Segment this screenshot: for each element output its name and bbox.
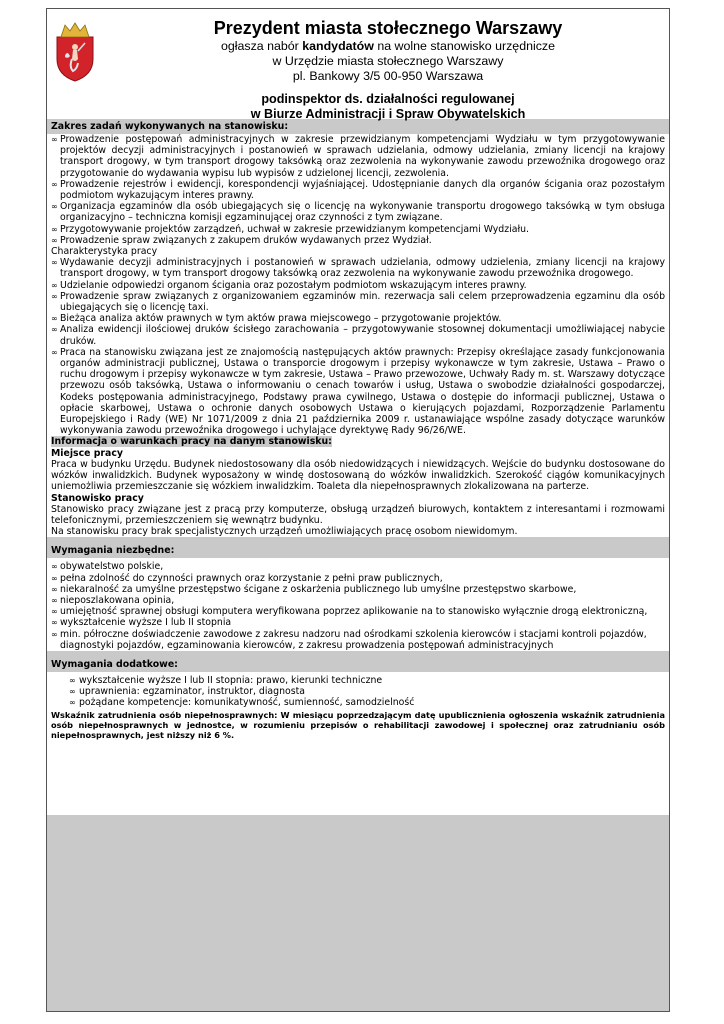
list-item-text: Prowadzenie spraw związanych z organizowaniem egzaminów min. rezerwacja sali celem przeprowadzenia egzaminu dla osób ubiegających się o licencję taxi. (60, 290, 665, 314)
infinity-bullet-icon: ∞ (51, 202, 58, 212)
list-item (51, 573, 665, 584)
warsaw-coat-of-arms-icon (51, 19, 99, 83)
position-title-line-1: podinspektor ds. działalności regulowanej (261, 92, 515, 106)
infinity-bullet-icon: ∞ (51, 135, 58, 144)
required-heading: Wymagania niezbędne: (47, 543, 669, 558)
list-item-text: obywatelstwo polskie, (60, 561, 164, 573)
workstation-text: Stanowisko pracy związane jest z pracą przy komputerze, obsługą urządzeń biurowych, kontaktem z interesantami i rozmowami telefonicznymi, przemieszczeniem się wewnątrz budynku. (51, 503, 665, 526)
employment-indicator-note: Wskaźnik zatrudnienia osób niepełnosprawnych: W miesiącu poprzedzającym datę upublicznienia ogłoszenia wskaźnik zatrudnienia osób niepełnosprawnych w jednostce, w rozumieniu przepisów o rehabilitacji zawodowej i społecznej oraz zatrudnianiu osób niepełnosprawnych, jest niższy niż 6 %. (47, 709, 669, 741)
workplace-text: Praca w budynku Urzędu. Budynek niedostosowany dla osób niedowidzących i niewidzących. Wejście do budynku dostosowane do wózków inwalidzkich. Budynek wyposażony w windę dostosowaną do wózków inwalidzkich. Szerokość ciągów komunikacyjnych uniemożliwia przemieszczanie się wózkiem inwalidzkim. Toaleta dla niepełnosprawnych zlokalizowana na parterze. (51, 458, 665, 493)
header-line-1-pre: ogłasza nabór (220, 39, 303, 53)
infinity-bullet-icon: ∞ (51, 179, 58, 189)
announcement-page (46, 8, 670, 1012)
infinity-bullet-icon: ∞ (51, 607, 58, 617)
list-item (51, 291, 665, 313)
list-item-text: Prowadzenie spraw związanych z zakupem druków wydawanych przez Wydział. (60, 234, 432, 246)
list-item-text: niekaralność za umyślne przestępstwo ścigane z oskarżenia publicznego lub umyślne przestępstwo skarbowe, (60, 583, 577, 595)
list-item (51, 313, 665, 324)
list-item (51, 606, 665, 617)
infinity-bullet-icon: ∞ (51, 562, 58, 572)
list-item-text: nieposzlakowana opinia, (60, 594, 175, 606)
list-item-text: Praca na stanowisku związana jest ze znajomością następujących aktów prawnych: Przepisy określające zasady funkcjonowania organów administracji publicznej, Ustawa o transporcie drogowym i przepisy wykonawcze w tym zakresie, Ustawa – Prawo o ruchu drogowym i przepisy wykonawcze w tym zakresie, Ustawa – Prawo przewozowe, Uchwały Rady m. st. Warszawy dotyczące przewozu osób taksówką, Ustawa o informowaniu o cenach towarów i usług, Ustawa o swobodzie działalności gospodarczej, Kodeks postępowania administracyjnego, Podstawy prawa cywilnego, Ustawa o dostępie do informacji publicznej, Ustawa o opłacie skarbowej, Ustawa o ochronie danych osobowych Ustawa o kierujących pojazdami, Rozporządzenie Parlamentu Europejskiego i Rady (WE) Nr 1071/2009 z dnia 21 października 2009 r. ustanawiające wspólne zasady dotyczące warunków wykonywania zawodu przewoźnika drogowego i uchylające dyrektywę Rady 96/26/WE. (60, 346, 665, 437)
list-item-text: Wydawanie decyzji administracyjnych i postanowień w sprawach udzielania, odmowy udzielenia, zmiany licencji na krajowy transport drogowy, w tym transport drogowy taksówką oraz zezwolenia na wykonywanie zawodu przewoźnika drogowego. (60, 257, 665, 280)
list-item-text: wykształcenie wyższe I lub II stopnia (60, 617, 232, 629)
workplace-label: Miejsce pracy (51, 447, 123, 459)
infinity-bullet-icon: ∞ (51, 258, 58, 268)
infinity-bullet-icon: ∞ (51, 325, 58, 335)
conditions-section (47, 436, 669, 537)
infinity-bullet-icon: ∞ (51, 618, 58, 628)
list-item-text: Udzielanie odpowiedzi organom ścigania oraz pozostałym podmiotom wskazującym interes prawny. (60, 279, 527, 291)
header-line-1 (107, 39, 669, 54)
header-line-1-bold: kandydatów (302, 39, 374, 53)
additional-heading: Wymagania dodatkowe: (47, 657, 669, 672)
list-item (51, 324, 665, 346)
list-item (51, 347, 665, 437)
list-item (51, 617, 665, 628)
header-line-1-post: na wolne stanowisko urzędnicze (373, 39, 556, 53)
list-item-text: min. półroczne doświadczenie zawodowe z zakresu nadzoru nad ośrodkami szkolenia kierowców i stacjami kontroli pojazdów, diagnostyki pojazdów, egzaminowania kierowców, z zakresu prowadzenia postępowań administracyjnych (60, 628, 647, 651)
list-item-text: wykształcenie wyższe I lub II stopnia: prawo, kierunki techniczne (79, 674, 383, 686)
list-item (51, 257, 665, 279)
infinity-bullet-icon: ∞ (51, 584, 58, 594)
list-item-text: uprawnienia: egzaminator, instruktor, diagnosta (79, 686, 305, 698)
list-item (51, 235, 665, 246)
list-item (51, 224, 665, 235)
additional-section (47, 672, 669, 709)
infinity-bullet-icon: ∞ (69, 698, 76, 708)
list-item (51, 561, 665, 572)
list-item-text: pożądane kompetencje: komunikatywność, sumienność, samodzielność (79, 697, 415, 709)
duties-heading: Zakres zadań wykonywanych na stanowisku: (47, 119, 669, 134)
list-item-text: pełna zdolność do czynności prawnych oraz korzystanie z pełni praw publicznych, (60, 572, 443, 584)
infinity-bullet-icon: ∞ (51, 347, 58, 357)
list-item (51, 280, 665, 291)
infinity-bullet-icon: ∞ (51, 280, 58, 290)
conditions-heading (51, 436, 665, 447)
infinity-bullet-icon: ∞ (69, 687, 76, 697)
list-item-text: Organizacja egzaminów dla osób ubiegających się o licencję na wykonywanie transportu drogowego taksówką w tym obsługa organizacyjno – techniczna komisji egzaminującej oraz czynności z tym związane. (60, 201, 665, 224)
infinity-bullet-icon: ∞ (51, 235, 58, 245)
additional-list (51, 675, 665, 709)
position-title (107, 92, 669, 122)
list-item-text: umiejętność sprawnej obsługi komputera weryfikowana poprzez aplikowanie na to stanowisko wyłącznie drogą elektroniczną, (60, 606, 648, 618)
list-item (51, 595, 665, 606)
infinity-bullet-icon: ∞ (51, 291, 58, 301)
header (47, 9, 669, 119)
list-item-text: Przygotowywanie projektów zarządzeń, uchwał w zakresie przewidzianym kompetencjami Wydziału. (60, 223, 530, 235)
list-item (51, 584, 665, 595)
infinity-bullet-icon: ∞ (51, 573, 58, 583)
list-item-text: Analiza ewidencji ilościowej druków ścisłego zarachowania – przygotowywanie stosownej dokumentacji umożliwiającej nabycie druków. (60, 324, 665, 347)
infinity-bullet-icon: ∞ (69, 675, 76, 685)
workstation-text-2: Na stanowisku pracy brak specjalistycznych urządzeń umożliwiających pracę osobom niewidomym. (51, 526, 518, 538)
infinity-bullet-icon: ∞ (51, 224, 58, 234)
conditions-heading-text: Informacja o warunkach pracy na danym stanowisku: (51, 436, 332, 448)
list-item (69, 686, 665, 697)
work-characteristics-label: Charakterystyka pracy (51, 246, 158, 258)
position-title-line-2: w Biurze Administracji i Spraw Obywatelskich (250, 107, 526, 121)
list-item-text: Bieżąca analiza aktów prawnych w tym aktów prawa miejscowego – przygotowanie projektów. (60, 313, 502, 325)
infinity-bullet-icon: ∞ (51, 595, 58, 605)
empty-gray-area (47, 815, 669, 1011)
header-line-2: w Urzędzie miasta stołecznego Warszawy (272, 54, 504, 68)
infinity-bullet-icon: ∞ (51, 314, 58, 324)
list-item-text: Prowadzenie postępowań administracyjnych w zakresie przewidzianym kompetencjami Wydziału w tym przygotowywanie projektów decyzji administracyjnych i postanowień w sprawach udzielania, odmowy udzielania, zmiany licencji na krajowy transport drogowy, w tym transport drogowy taksówką oraz zezwolenia na wykonywanie zawodu przewoźnika drogowego oraz przygotowanie do wydawania wypisu lub wypisów z udzielonej licencji, zezwolenia. (60, 134, 665, 179)
duties-section (47, 134, 669, 436)
list-item (69, 697, 665, 708)
list-item-text: Prowadzenie rejestrów i ewidencji, korespondencji wyjaśniającej. Udostępnianie danych dla organów ścigania oraz pozostałym podmiotom wykazującym interes prawny. (60, 178, 665, 202)
list-item (51, 179, 665, 201)
workstation-label: Stanowisko pracy (51, 492, 144, 504)
infinity-bullet-icon: ∞ (51, 629, 58, 639)
list-item (51, 629, 665, 651)
list-item (69, 675, 665, 686)
list-item (51, 134, 665, 179)
list-item (51, 201, 665, 223)
header-text (107, 17, 669, 122)
header-line-3: pl. Bankowy 3/5 00-950 Warszawa (292, 69, 484, 83)
page-title: Prezydent miasta stołecznego Warszawy (213, 18, 563, 38)
required-section (47, 558, 669, 651)
